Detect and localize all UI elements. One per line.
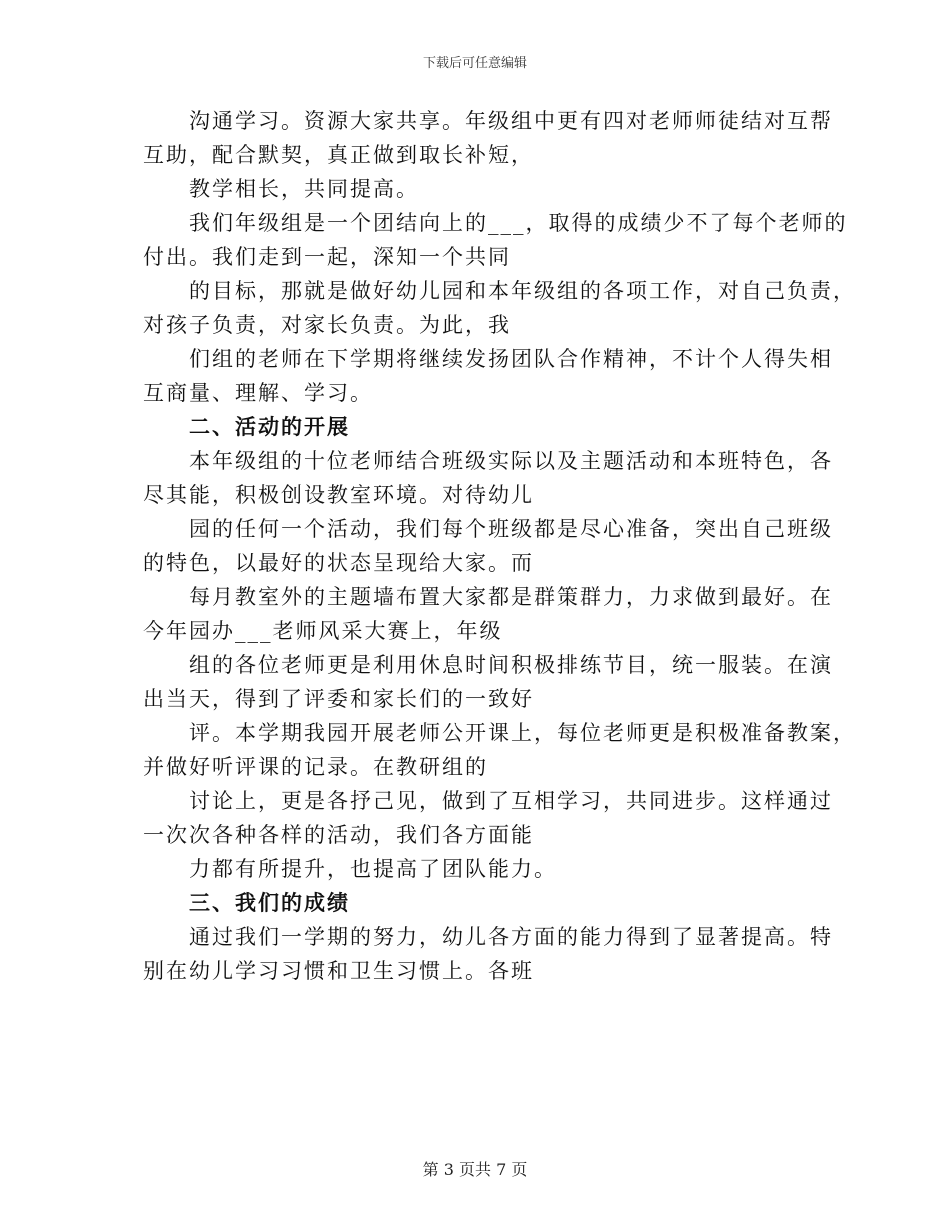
- text-line: 本年级组的十位老师结合班级实际以及主题活动和本班特色，各: [189, 449, 833, 473]
- text-line: 们组的老师在下学期将继续发扬团队合作精神，不计个人得失相: [189, 347, 833, 371]
- page-header: 下载后可任意编辑: [422, 56, 527, 71]
- text-line: 的目标，那就是做好幼儿园和本年级组的各项工作，对自己负责，: [189, 279, 856, 303]
- text-line: 评。本学期我园开展老师公开课上，每位老师更是积极准备教案，: [189, 721, 856, 745]
- text-line: 我们年级组是一个团结向上的___，取得的成绩少不了每个老师的: [189, 211, 848, 235]
- text-line: 互商量、理解、学习。: [143, 381, 373, 405]
- text-line: 尽其能，积极创设教室环境。对待幼儿: [143, 483, 534, 507]
- section-heading: 三、我们的成绩: [189, 890, 350, 915]
- text-line: 别在幼儿学习习惯和卫生习惯上。各班: [143, 959, 534, 983]
- page-footer: 第 3 页共 7 页: [422, 1160, 528, 1179]
- text-line: 沟通学习。资源大家共享。年级组中更有四对老师师徒结对互帮: [189, 109, 833, 133]
- text-line: 通过我们一学期的努力，幼儿各方面的能力得到了显著提高。特: [189, 925, 833, 949]
- document-body: [143, 104, 856, 988]
- text-line: 今年园办___老师风采大赛上，年级: [143, 619, 503, 643]
- text-line: 力都有所提升，也提高了团队能力。: [189, 857, 557, 881]
- text-line: 组的各位老师更是利用休息时间积极排练节目，统一服装。在演: [189, 653, 833, 677]
- text-line: 每月教室外的主题墙布置大家都是群策群力，力求做到最好。在: [189, 585, 833, 609]
- text-line: 出当天，得到了评委和家长们的一致好: [143, 687, 534, 711]
- text-line: 园的任何一个活动，我们每个班级都是尽心准备，突出自己班级: [189, 517, 833, 541]
- text-line: 一次次各种各样的活动，我们各方面能: [143, 823, 534, 847]
- text-line: 讨论上，更是各抒己见，做到了互相学习，共同进步。这样通过: [189, 789, 833, 813]
- section-heading: 二、活动的开展: [189, 414, 350, 439]
- text-line: 对孩子负责，对家长负责。为此，我: [143, 313, 511, 337]
- text-line: 的特色，以最好的状态呈现给大家。而: [143, 551, 534, 575]
- text-line: 并做好听评课的记录。在教研组的: [143, 755, 488, 779]
- text-line: 付出。我们走到一起，深知一个共同: [143, 245, 511, 269]
- text-line: 互助，配合默契，真正做到取长补短，: [143, 143, 534, 167]
- text-line: 教学相长，共同提高。: [189, 177, 419, 201]
